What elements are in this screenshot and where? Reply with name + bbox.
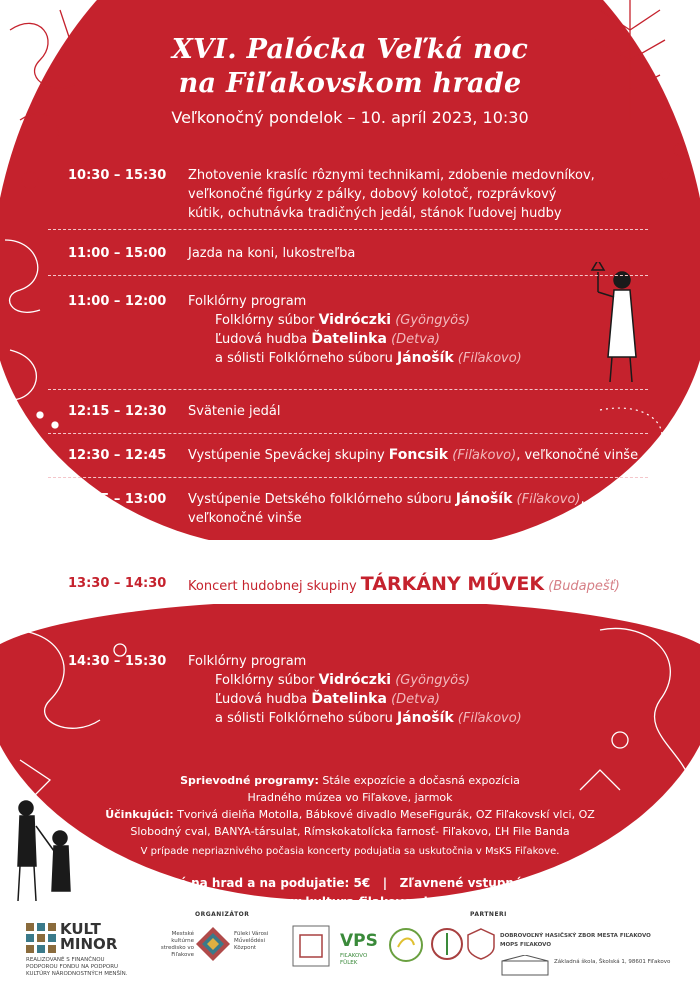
school-name: Základná škola, Školská 1, 98601 Fiľakovo [554,959,671,965]
organizer-2: Füleki Városi Művelődési Központ [234,931,269,951]
partner-logo-icon [466,927,496,961]
partner-logo-icon [388,927,424,963]
act-line: Ľudová hudba Ďatelinka (Detva) [215,331,440,347]
kult-minor-sub: REALIZOVANÉ S FINANČNOU PODPOROU FONDU NA PODPORU KULTÚRY NÁRODNOSTNÝCH MENŠÍN. [26,957,128,977]
act-line: Folklórny súbor Vidróczki (Gyöngyös) [215,312,470,328]
description-line: kútik, ochutnávka tradičných jedál, stánok ľudovej hudby [188,206,562,221]
divider [48,229,648,230]
schedule-time: 10:30 – 15:30 [68,168,167,183]
weather-notice: V prípade nepriaznivého počasia koncerty podujatia sa uskutočnia v MsKS Fiľakove. [140,846,560,857]
sponsor-footer [0,905,700,990]
schedule-description: Vystúpenie Speváckej skupiny Foncsik (Fiľakovo), veľkonočné vinše [188,447,639,463]
organizer-1: Mestské kultúrne stredisko vo Fiľakove [160,931,194,958]
schedule-description: Vystúpenie Detského folklórneho súboru Jánošík (Fiľakovo), veľkonočné vinše [188,490,650,528]
museum-logo-icon [292,925,330,967]
act-line: a sólisti Folklórneho súboru Jánošík (Fiľakovo) [215,350,522,366]
schedule-time: 12:30 – 12:45 [68,448,167,463]
act-line: Folklórny súbor Vidróczki (Gyöngyös) [215,672,470,688]
event-date: Veľkonočný pondelok – 10. apríl 2023, 10:30 [171,108,529,127]
schedule-time: 11:00 – 15:00 [68,246,167,261]
schedule-time: 12:45 – 13:00 [68,492,167,507]
schedule-time: 14:30 – 15:30 [68,654,167,669]
organizer-label: ORGANIZÁTOR [195,911,250,918]
partners-label: PARTNERI [470,911,507,918]
kult-minor-name: KULT MINOR [60,920,118,953]
participants: Účinkujúci: Tvorivá dielňa Motolla, Bábkové divadlo MeseFigurák, OZ Fiľakovskí vlci, OZ Slobodný cval, BANYA-társulat, Rímskokatolícka farnosť- Fiľakovo, ĽH File Banda [105,808,595,838]
concert-time: 13:30 – 14:30 [68,576,167,591]
act-line: Ľudová hudba Ďatelinka (Detva) [215,691,440,707]
organizer-logo-icon [196,927,230,961]
divider [48,477,648,478]
vps-sub: FIĽAKOVO FÜLEK [340,953,368,966]
schedule-time: 12:15 – 12:30 [68,404,167,419]
concert-description: Koncert hudobnej skupiny TÁRKÁNY MŰVEK (Budapešť) [188,573,620,595]
divider [48,389,648,390]
program-title: Folklórny program [188,294,307,309]
description-line: veľkonočné vinše [188,511,302,526]
partner-logo-icon [430,927,464,961]
schedule-description [188,652,650,728]
schedule-time: 11:00 – 12:00 [68,294,167,309]
description-line: veľkonočné figúrky z pálky, dobový kolotoč, rozprávkový [188,187,557,202]
website-link[interactable]: www.kultura.filakovo.sk [268,895,432,909]
band-name: TÁRKÁNY MŰVEK [360,573,545,595]
schedule-description: Jazda na koni, lukostreľba [188,246,356,261]
schedule-description: Svätenie jedál [188,404,281,419]
description-line: Zhotovenie kraslíc rôznymi technikami, zdobenie medovníkov, [188,168,595,183]
event-title-line1: XVI. Palócka Veľká noc [171,34,529,65]
divider [48,433,648,434]
schedule-description [188,292,650,368]
act-line: a sólisti Folklórneho súboru Jánošík (Fiľakovo) [215,710,522,726]
school-building-icon [500,955,550,977]
entry-prices: Vstupné na hrad a na podujatie: 5€ | Zľavnené vstupné: 2,50€ [130,876,570,890]
side-programs: Sprievodné programy: Stále expozície a dočasná expozícia Hradného múzea vo Fiľakove, jarmok [180,774,520,804]
program-title: Folklórny program [188,654,307,669]
schedule-description [188,166,650,223]
event-title-line2: na Fiľakovskom hrade [178,68,522,99]
fire-brigade-name: DOBROVOĽNÝ HASIČSKÝ ZBOR MESTA FIĽAKOVO [500,933,651,939]
divider [48,275,648,276]
vps-logo: VPS [340,931,378,951]
dancers-figure-icon [8,796,78,906]
mops-name: MOPS FIĽAKOVO [500,942,551,948]
kult-minor-logo-icon [26,923,56,953]
